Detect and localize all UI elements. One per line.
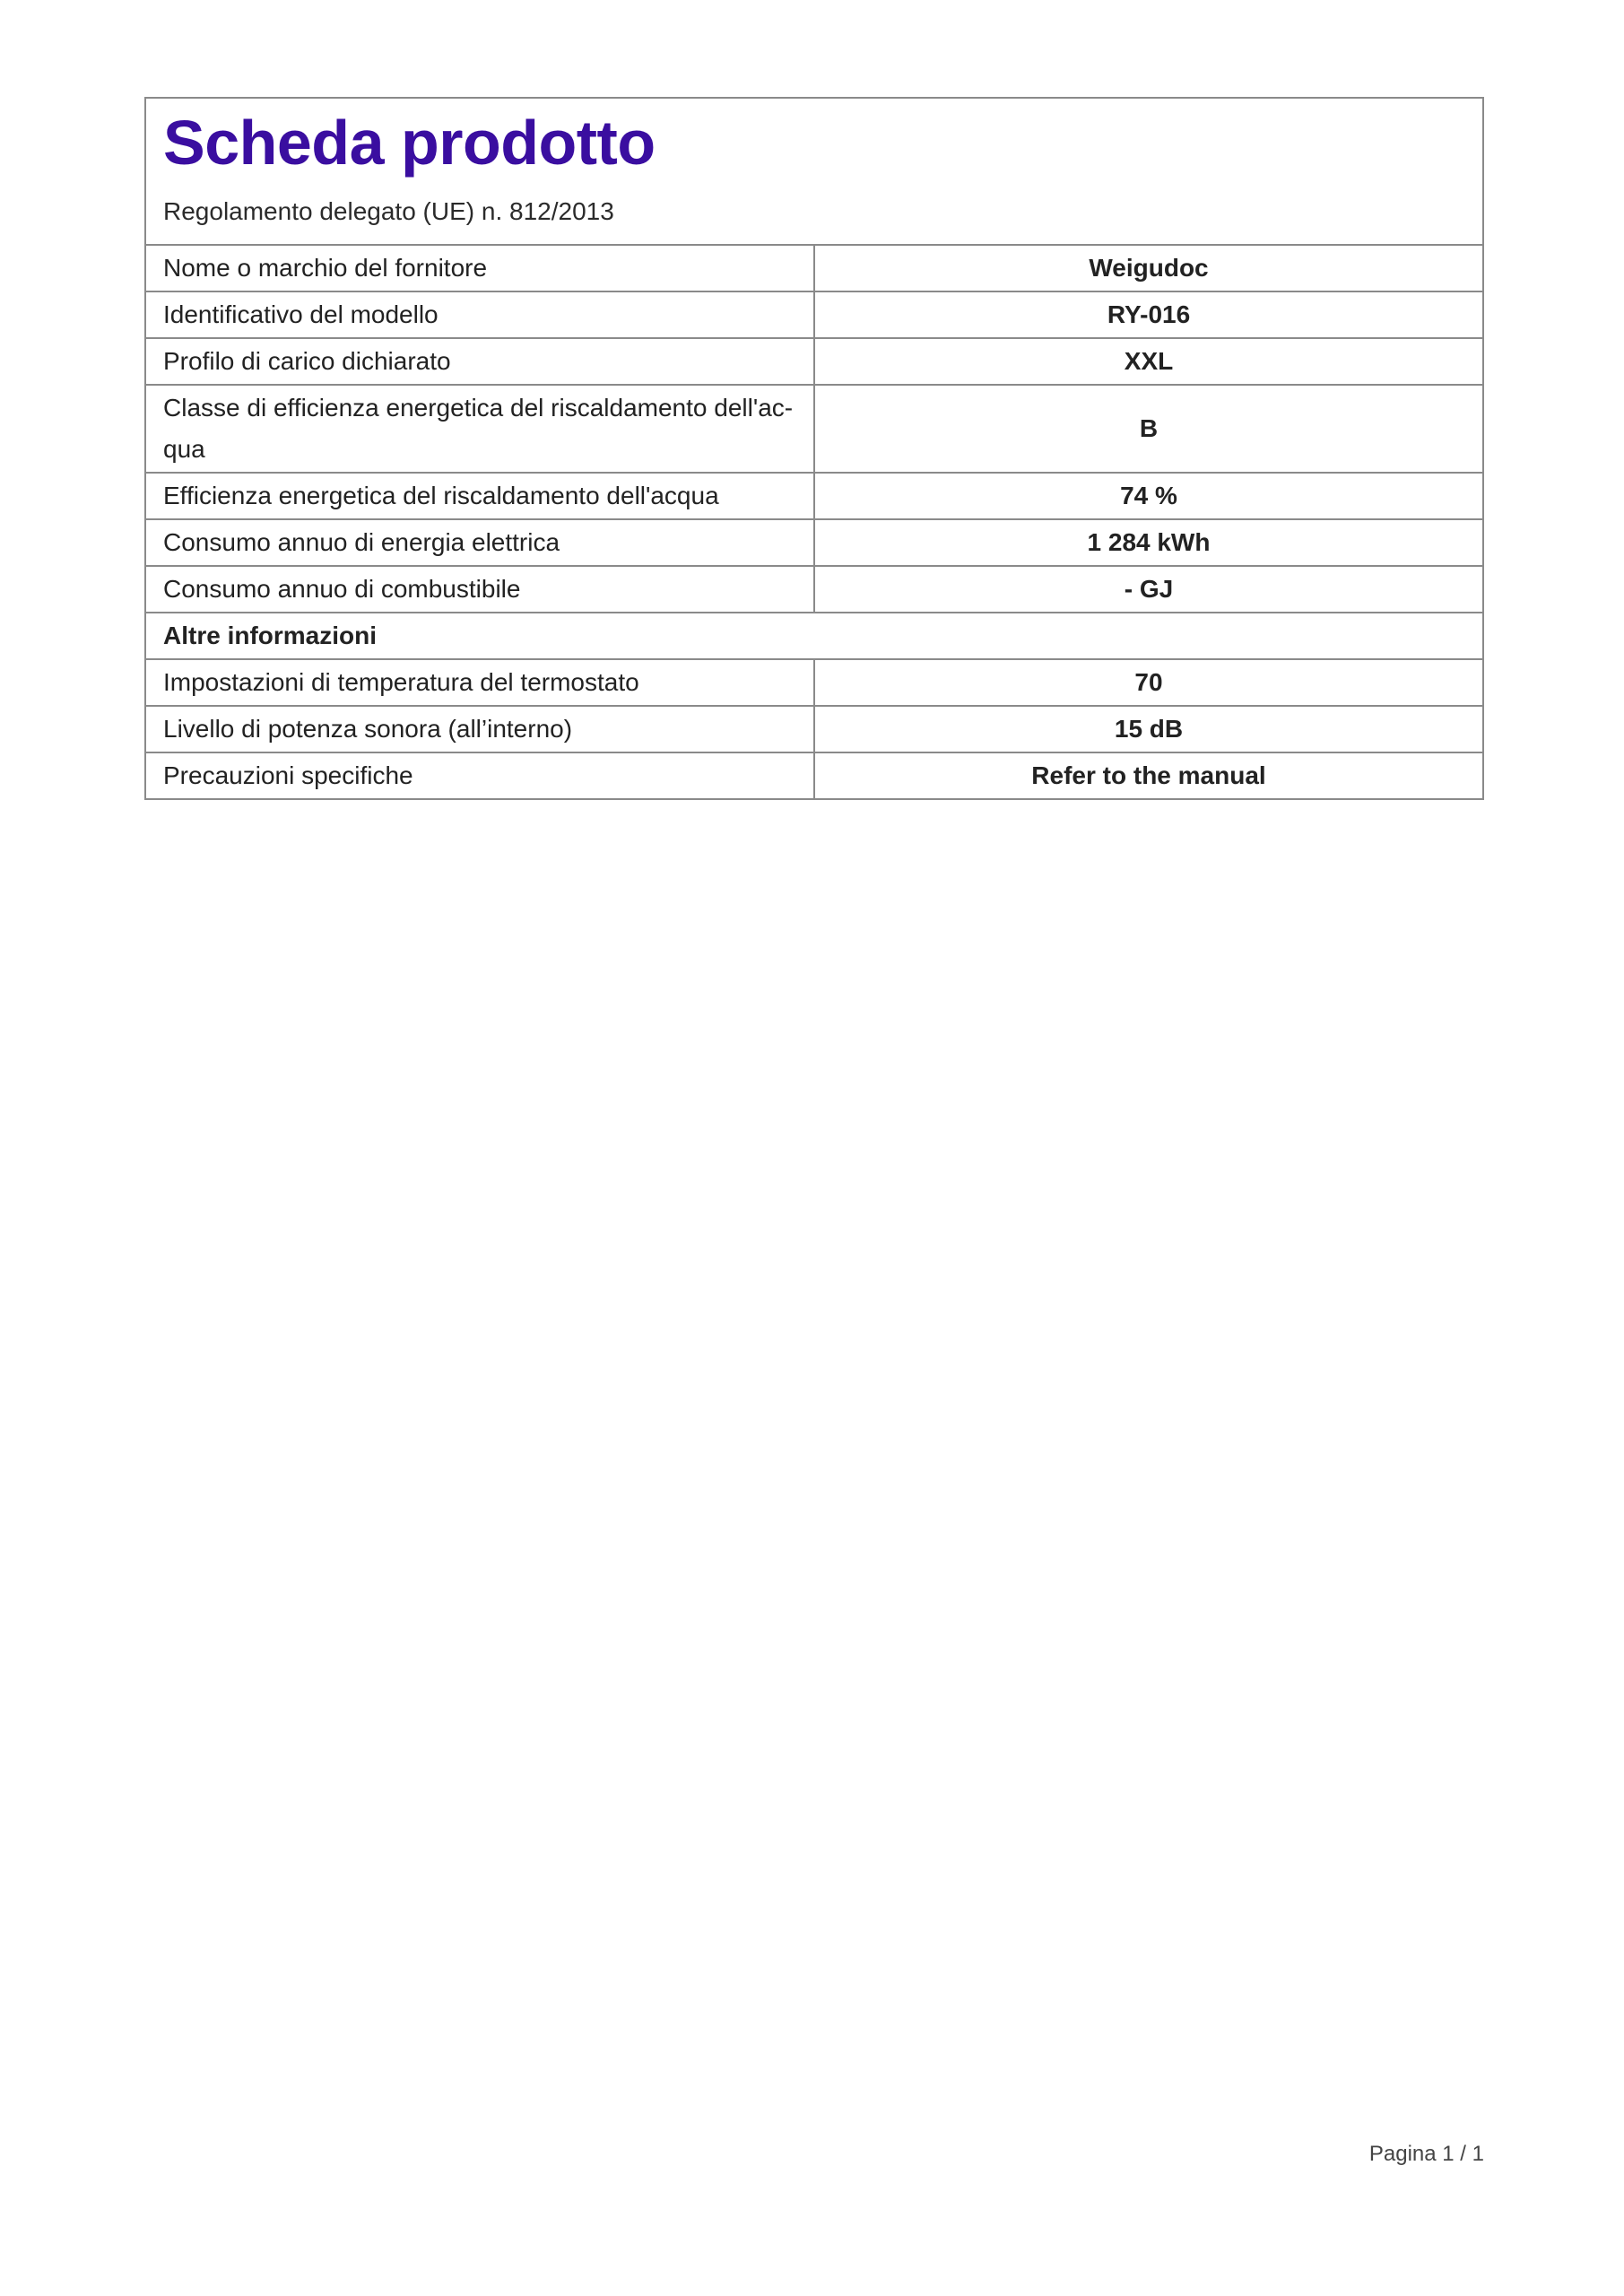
table-row — [146, 566, 1482, 613]
row-label: Precauzioni specifiche — [146, 752, 814, 798]
row-value: XXL — [814, 338, 1482, 385]
row-value: - GJ — [814, 566, 1482, 613]
row-label: Consumo annuo di energia elettrica — [146, 519, 814, 566]
product-info-table — [146, 246, 1482, 798]
row-label: Efficienza energetica del riscaldamento dell'acqua — [146, 473, 814, 519]
row-label: Impostazioni di temperatura del termostato — [146, 659, 814, 706]
row-value: 1 284 kWh — [814, 519, 1482, 566]
table-row — [146, 291, 1482, 338]
row-value: 74 % — [814, 473, 1482, 519]
section-heading: Altre informazioni — [146, 613, 1482, 659]
table-row — [146, 473, 1482, 519]
row-label: Consumo annuo di combustibile — [146, 566, 814, 613]
row-value: 70 — [814, 659, 1482, 706]
table-row — [146, 519, 1482, 566]
sheet-header — [146, 99, 1482, 246]
page-title: Scheda prodotto — [163, 108, 656, 178]
row-value: Weigudoc — [1089, 254, 1209, 282]
row-value: Refer to the manual — [814, 752, 1482, 798]
section-header-row — [146, 613, 1482, 659]
page-number: Pagina 1 / 1 — [1368, 2142, 1484, 2166]
row-value: RY-016 — [814, 291, 1482, 338]
row-label: Identificativo del modello — [146, 291, 814, 338]
row-label: Classe di efficienza energetica del riscaldamento dell'ac-qua — [146, 385, 814, 473]
regulation-subtitle: Regolamento delegato (UE) n. 812/2013 — [163, 197, 614, 225]
table-row — [146, 659, 1482, 706]
row-label: Livello di potenza sonora (all’interno) — [146, 706, 814, 752]
row-value: 15 dB — [814, 706, 1482, 752]
table-row — [146, 752, 1482, 798]
table-row — [146, 706, 1482, 752]
table-row — [146, 246, 1482, 291]
row-label: Profilo di carico dichiarato — [146, 338, 814, 385]
table-row — [146, 385, 1482, 473]
product-sheet — [144, 97, 1484, 800]
row-value: B — [814, 385, 1482, 473]
row-label: Nome o marchio del fornitore — [146, 246, 814, 291]
table-row — [146, 338, 1482, 385]
